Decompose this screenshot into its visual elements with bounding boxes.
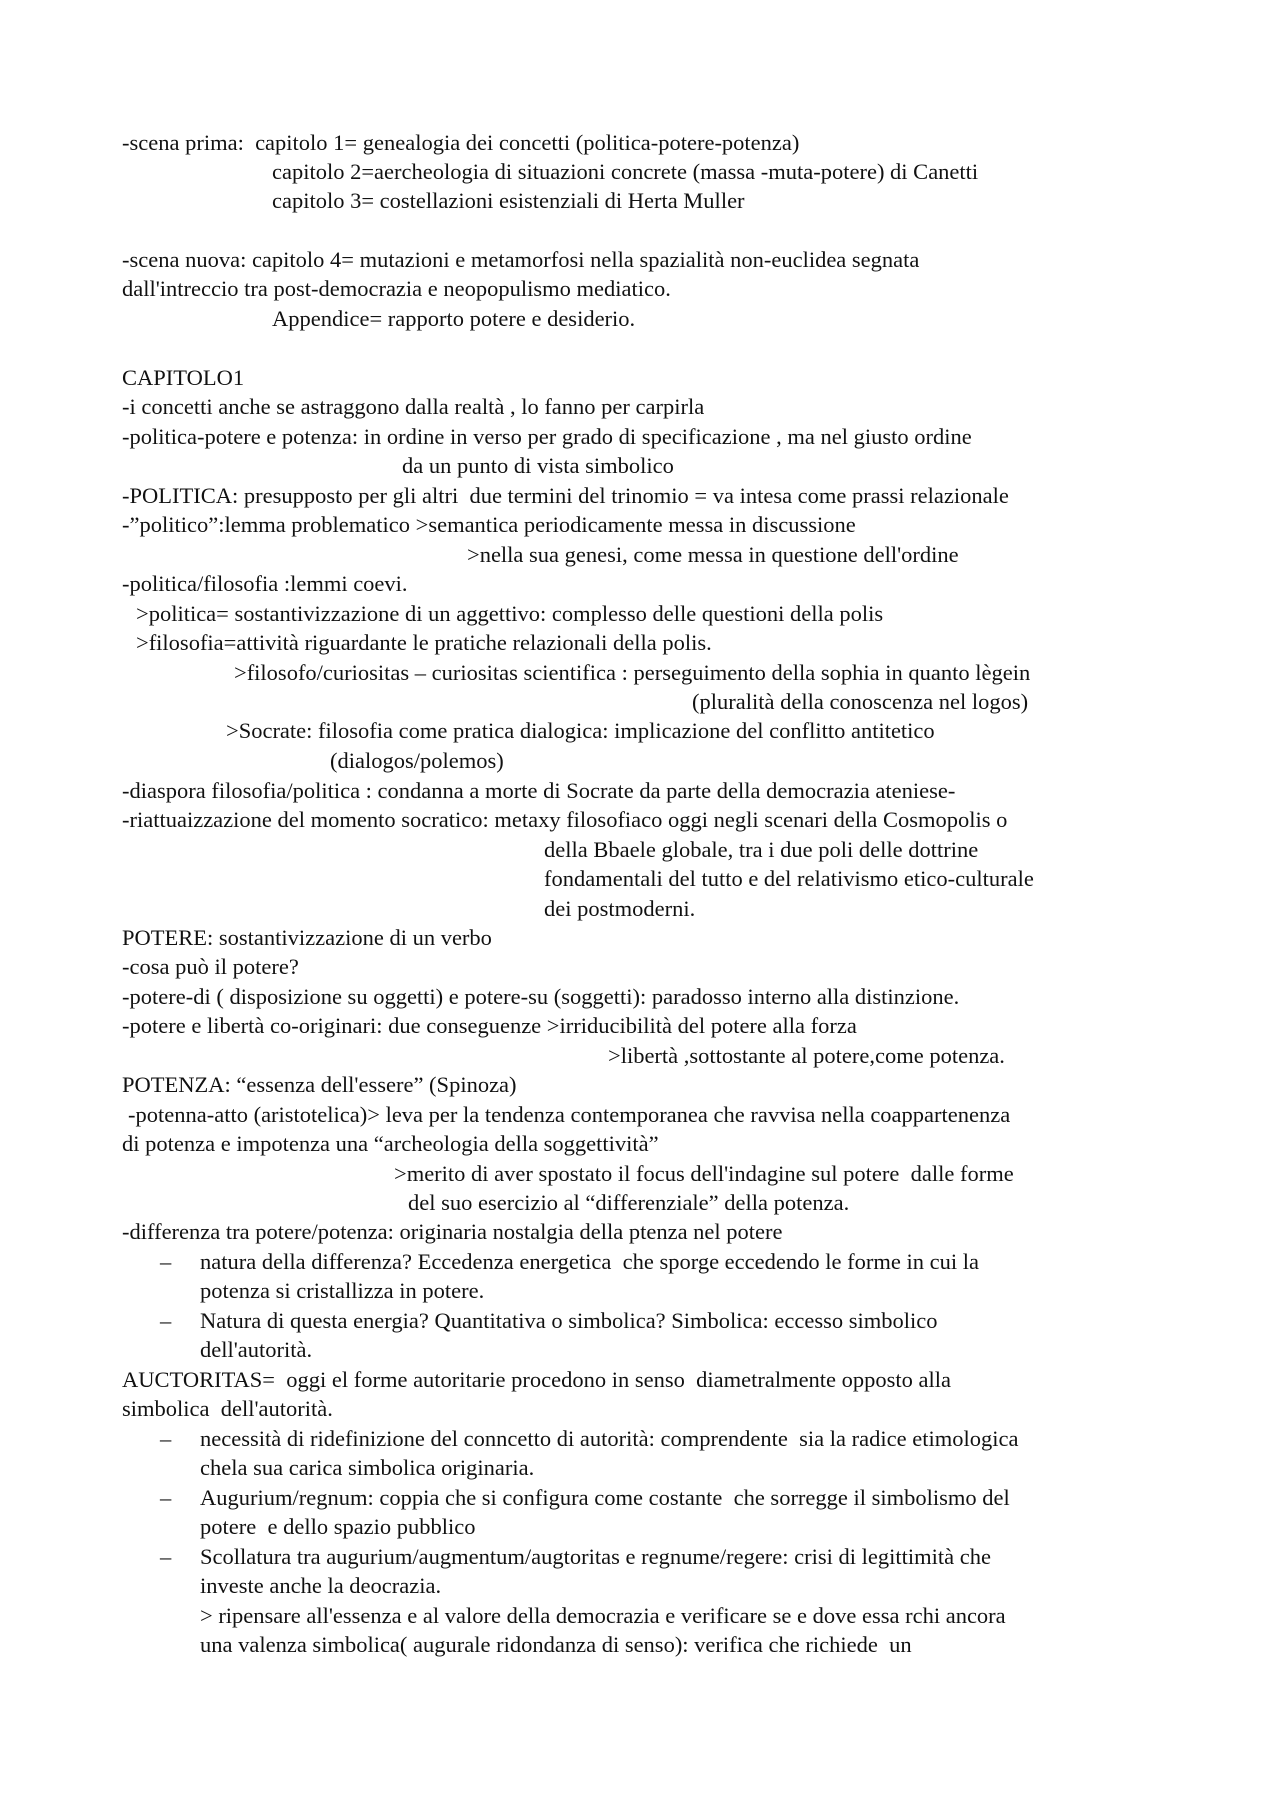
text-line: >filosofo/curiositas – curiositas scientifica : perseguimento della sophia in quanto lègein	[234, 660, 1031, 685]
bullet-dash: –	[160, 1544, 172, 1569]
text-line: dei postmoderni.	[544, 896, 696, 921]
text-line: >libertà ,sottostante al potere,come potenza.	[608, 1043, 1005, 1068]
text-line: dall'intreccio tra post-democrazia e neopopulismo mediatico.	[122, 276, 671, 301]
text-line: -POLITICA: presupposto per gli altri due termini del trinomio = va intesa come prassi relazionale	[122, 483, 1009, 508]
text-line: -politica/filosofia :lemmi coevi.	[122, 571, 408, 596]
text-line: -scena nuova: capitolo 4= mutazioni e metamorfosi nella spazialità non-euclidea segnata	[122, 247, 920, 272]
section-heading: POTENZA: “essenza dell'essere” (Spinoza)	[122, 1072, 517, 1097]
text-line: della Bbaele globale, tra i due poli delle dottrine	[544, 837, 979, 862]
bullet-dash: –	[160, 1426, 172, 1451]
text-line: -potere e libertà co-originari: due conseguenze >irriducibilità del potere alla forza	[122, 1013, 857, 1038]
bullet-item-continued: una valenza simbolica( augurale ridondanza di senso): verifica che richiede un	[200, 1632, 912, 1657]
text-line: >politica= sostantivizzazione di un aggettivo: complesso delle questioni della polis	[136, 601, 884, 626]
bullet-dash: –	[160, 1249, 172, 1274]
text-line: (dialogos/polemos)	[330, 748, 504, 773]
text-line: -politica-potere e potenza: in ordine in verso per grado di specificazione , ma nel giusto ordine	[122, 424, 972, 449]
bullet-item: Scollatura tra augurium/augmentum/augtoritas e regnume/regere: crisi di legittimità che	[200, 1544, 991, 1569]
text-line: -potenna-atto (aristotelica)> leva per la tendenza contemporanea che ravvisa nella coappartenenza	[128, 1102, 1011, 1127]
text-line: -riattuaizzazione del momento socratico: metaxy filosofiaco oggi negli scenari della Cosmopolis o	[122, 807, 1008, 832]
bullet-item-continued: investe anche la deocrazia.	[200, 1573, 442, 1598]
text-line: simbolica dell'autorità.	[122, 1396, 333, 1421]
bullet-item-continued: > ripensare all'essenza e al valore della democrazia e verificare se e dove essa rchi ancora	[200, 1603, 1006, 1628]
text-line: >Socrate: filosofia come pratica dialogica: implicazione del conflitto antitetico	[226, 718, 935, 743]
text-line: -differenza tra potere/potenza: originaria nostalgia della ptenza nel potere	[122, 1219, 783, 1244]
text-line: -i concetti anche se astraggono dalla realtà , lo fanno per carpirla	[122, 394, 705, 419]
bullet-item: Augurium/regnum: coppia che si configura come costante che sorregge il simbolismo del	[200, 1485, 1010, 1510]
bullet-item-continued: potere e dello spazio pubblico	[200, 1514, 476, 1539]
bullet-dash: –	[160, 1308, 172, 1333]
section-heading: AUCTORITAS= oggi el forme autoritarie procedono in senso diametralmente opposto alla	[122, 1367, 952, 1392]
bullet-item-continued: dell'autorità.	[200, 1337, 313, 1362]
bullet-item-continued: chela sua carica simbolica originaria.	[200, 1455, 535, 1480]
text-line: -cosa può il potere?	[122, 954, 299, 979]
text-line: >nella sua genesi, come messa in questione dell'ordine	[467, 542, 959, 567]
text-line: -potere-di ( disposizione su oggetti) e potere-su (soggetti): paradosso interno alla distinzione.	[122, 984, 960, 1009]
text-line: di potenza e impotenza una “archeologia della soggettività”	[122, 1131, 659, 1156]
section-heading: POTERE: sostantivizzazione di un verbo	[122, 925, 492, 950]
text-line: (pluralità della conoscenza nel logos)	[692, 689, 1029, 714]
text-line: del suo esercizio al “differenziale” della potenza.	[408, 1190, 850, 1215]
text-line: -diaspora filosofia/politica : condanna a morte di Socrate da parte della democrazia ateniese-	[122, 778, 956, 803]
bullet-dash: –	[160, 1485, 172, 1510]
bullet-item-continued: potenza si cristallizza in potere.	[200, 1278, 485, 1303]
text-line: fondamentali del tutto e del relativismo etico-culturale	[544, 866, 1034, 891]
bullet-item: Natura di questa energia? Quantitativa o simbolica? Simbolica: eccesso simbolico	[200, 1308, 938, 1333]
text-line: >filosofia=attività riguardante le pratiche relazionali della polis.	[136, 630, 712, 655]
text-line: Appendice= rapporto potere e desiderio.	[272, 306, 636, 331]
text-line: capitolo 3= costellazioni esistenziali di Herta Muller	[272, 188, 745, 213]
bullet-item: necessità di ridefinizione del conncetto di autorità: comprendente sia la radice etimologica	[200, 1426, 1019, 1451]
text-line: -”politico”:lemma problematico >semantica periodicamente messa in discussione	[122, 512, 856, 537]
section-heading: CAPITOLO1	[122, 365, 245, 390]
text-line: capitolo 2=aercheologia di situazioni concrete (massa -muta-potere) di Canetti	[272, 159, 979, 184]
text-line: -scena prima: capitolo 1= genealogia dei concetti (politica-potere-potenza)	[122, 130, 800, 155]
bullet-item: natura della differenza? Eccedenza energetica che sporge eccedendo le forme in cui la	[200, 1249, 979, 1274]
text-line: da un punto di vista simbolico	[402, 453, 674, 478]
text-line: >merito di aver spostato il focus dell'indagine sul potere dalle forme	[394, 1161, 1014, 1186]
